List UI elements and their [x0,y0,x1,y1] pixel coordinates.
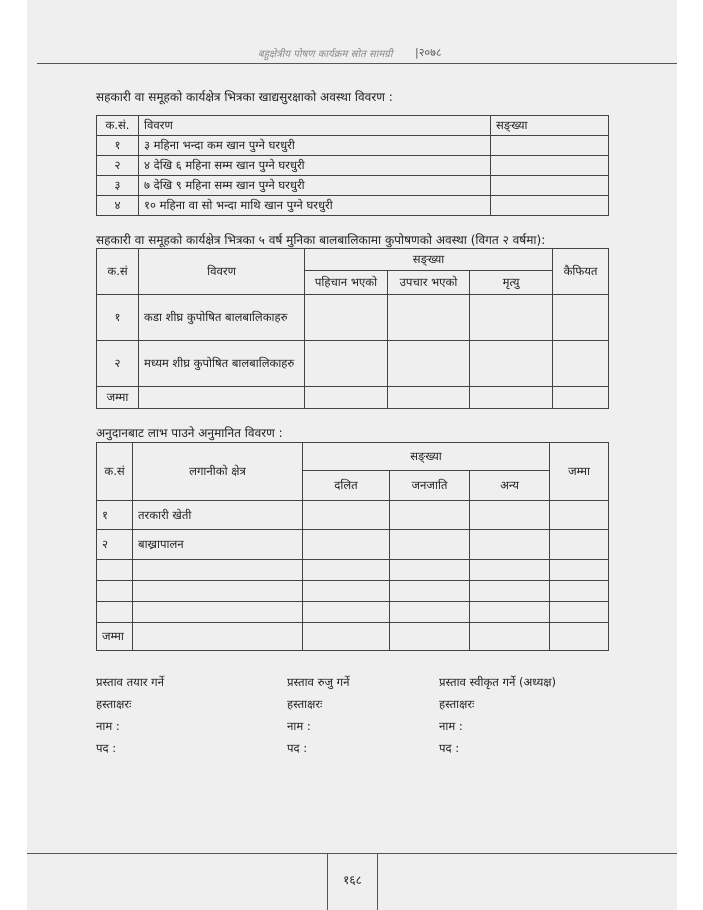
signature-role: प्रस्ताव रुजु गर्ने [287,675,350,689]
row-description: ४ देखि ६ महिना सम्म खान पुग्ने घरधुरी [139,156,491,176]
header-count: सङ्ख्या [491,116,609,136]
table-total-row [97,387,609,409]
signature-label: हस्ताक्षरः [96,697,132,711]
table-row [97,295,609,341]
row-count [491,196,609,216]
row-sn: २ [97,530,133,560]
row-sn: २ [97,341,139,387]
header-sn: क.सं [97,249,139,295]
header-sn: क.सं [97,443,133,501]
table-row [97,530,609,560]
post-label: पद : [96,741,117,755]
table-row [97,602,609,623]
table-header-row [97,116,609,136]
row-description: ३ महिना भन्दा कम खान पुग्ने घरधुरी [139,136,491,156]
row-count [491,176,609,196]
header-description: विवरण [139,116,491,136]
total-label: जम्मा [97,623,133,651]
header-rule [37,63,677,64]
table-header-row [97,249,609,271]
row-sn: २ [97,156,139,176]
table-header-row [97,443,609,471]
header-count: सङ्ख्या [305,249,553,271]
table-row [97,501,609,530]
food-security-table [96,115,609,216]
header-dalit: दलित [303,471,390,501]
running-header-year: |२०७८ [415,46,442,59]
table-row [97,341,609,387]
table-row [97,176,609,196]
signature-label: हस्ताक्षरः [287,697,323,711]
signature-block-prepared [96,671,164,759]
row-sector: बाख्रापालन [133,530,303,560]
row-sn: १ [97,501,133,530]
table-row [97,136,609,156]
header-identified: पहिचान भएको [305,271,388,295]
row-count [491,136,609,156]
row-sn: १ [97,136,139,156]
row-count [491,156,609,176]
signature-block-verified [287,671,350,759]
malnutrition-table [96,248,609,409]
post-label: पद : [439,741,460,755]
header-treated: उपचार भएको [388,271,470,295]
post-label: पद : [287,741,308,755]
signature-role: प्रस्ताव स्वीकृत गर्ने (अध्यक्ष) [439,675,556,689]
table1-title: सहकारी वा समूहको कार्यक्षेत्र भित्रका खाद्यसुरक्षाको अवस्था विवरण : [96,90,393,104]
page-number: १६८ [343,873,362,887]
signature-role: प्रस्ताव तयार गर्ने [96,675,165,689]
signature-label: हस्ताक्षरः [439,697,475,711]
running-header-title: बहुक्षेत्रीय पोषण कार्यक्रम स्रोत सामग्री [258,49,393,60]
table-row [97,581,609,602]
header-janajati: जनजाति [390,471,470,501]
row-sector: तरकारी खेती [133,501,303,530]
header-other: अन्य [470,471,550,501]
header-sn: क.सं. [97,116,139,136]
row-description: कडा शीघ्र कुपोषित बालबालिकाहरु [139,295,305,341]
row-description: मध्यम शीघ्र कुपोषित बालबालिकाहरु [139,341,305,387]
total-label: जम्मा [97,387,139,409]
name-label: नाम : [287,719,311,733]
beneficiary-table [96,442,609,651]
table-row [97,560,609,581]
header-total: जम्मा [550,443,609,501]
page-number-box [327,853,378,910]
row-sn: १ [97,295,139,341]
header-description: विवरण [139,249,305,295]
table3-title: अनुदानबाट लाभ पाउने अनुमानित विवरण : [96,426,283,440]
header-death: मृत्यु [470,271,553,295]
table2-title: सहकारी वा समूहको कार्यक्षेत्र भित्रका ५ वर्ष मुनिका बालबालिकामा कुपोषणको अवस्था (विगत २ वर्षमा): [96,233,546,247]
table-row [97,156,609,176]
table-total-row [97,623,609,651]
header-sector: लगानीको क्षेत्र [133,443,303,501]
row-sn: ४ [97,196,139,216]
header-count: सङ्ख्या [303,443,550,471]
name-label: नाम : [96,719,120,733]
row-description: ७ देखि ९ महिना सम्म खान पुग्ने घरधुरी [139,176,491,196]
table-row [97,196,609,216]
header-remarks: कैफियत [553,249,609,295]
signature-block-approved [439,671,556,759]
row-description: १० महिना वा सो भन्दा माथि खान पुग्ने घरधुरी [139,196,491,216]
row-sn: ३ [97,176,139,196]
name-label: नाम : [439,719,463,733]
